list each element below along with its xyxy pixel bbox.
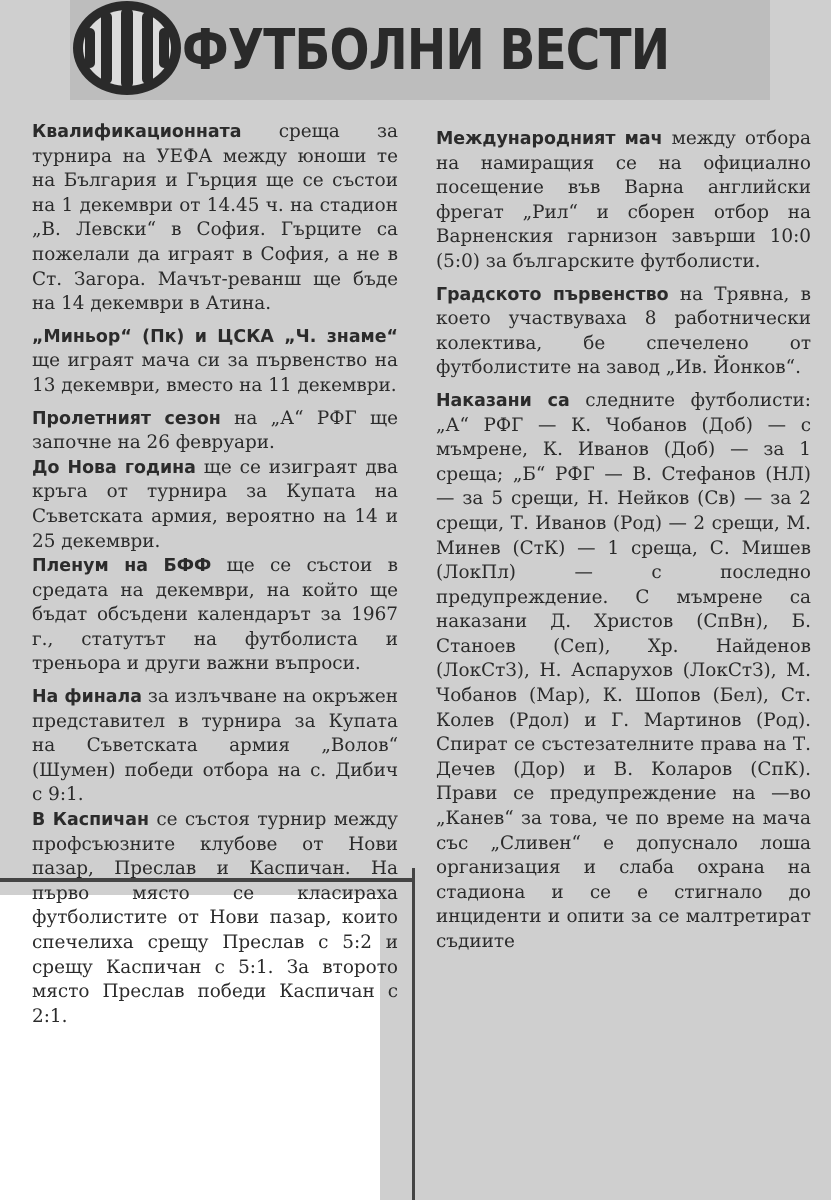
news-item bbox=[32, 808, 398, 1029]
news-item-text: ще играят мача си за първенство на 13 декември, вместо на 11 декември. bbox=[32, 350, 398, 396]
news-item-text: ще се състои в средата на декември, на който ще бъдат обсъдени календарът за 1967 г., статутът на футболиста и треньора и други важни въпроси. bbox=[32, 555, 398, 675]
news-item-lead: „Миньор“ (Пк) и ЦСКА „Ч. знаме“ bbox=[32, 326, 398, 347]
news-item-lead: Градското първенство bbox=[436, 284, 669, 305]
news-item bbox=[32, 456, 398, 554]
news-item-lead: Наказани са bbox=[436, 390, 570, 411]
column-divider-vertical bbox=[412, 868, 415, 1200]
news-item-text: ще се изиграят два кръга от турнира за Купата на Съветската армия, вероятно на 14 и 25 декември. bbox=[32, 456, 398, 552]
news-item-text: между отбора на намиращия се на официално посещение във Варна английски фрегат „Рил“ и сборен отбор на Варненския гарнизон завърши 10:0 (5:0) за българските футболисти. bbox=[436, 128, 811, 272]
news-item-text: на Трявна, в което участвуваха 8 работнически колектива, бе спечелено от футболистите на завод „Ив. Йонков“. bbox=[436, 283, 811, 379]
news-item bbox=[32, 325, 398, 399]
news-item-lead: Пролетният сезон bbox=[32, 408, 221, 429]
news-item-lead: Квалификационната bbox=[32, 122, 242, 142]
news-item-lead: До Нова година bbox=[32, 457, 196, 478]
news-item bbox=[32, 120, 398, 317]
news-item-text: се състоя турнир между профсъюзните клубове от Нови пазар, Преслав и Каспичан. На първо място се класираха футболистите от Нови пазар, които спечелиха срещу Преслав с 5:2 и срещу Каспичан с 5:1. За второто място Преслав победи Каспичан с 2:1. bbox=[32, 809, 398, 1027]
football-ball-icon bbox=[68, 0, 186, 98]
right-column bbox=[436, 119, 811, 955]
left-column bbox=[32, 120, 398, 1029]
news-item-lead: На финала bbox=[32, 687, 143, 708]
news-item bbox=[436, 389, 811, 955]
news-item-text: следните футболисти: „А“ РФГ — К. Чобанов (Доб) — с мъмрене, К. Иванов (Доб) — за 1 среща; „Б“ РФГ — В. Стефанов (НЛ) — за 5 срещи, Н. Нейков (Св) — за 2 срещи, Т. Иванов (Род) — 2 срещи, М. Минев (СтК) — 1 среща, С. Мишев (ЛокПл) — с последно предупреждение. С мъмрене са наказани Д. Христов (СпВн), Б. Станоев (Сеп), Хр. Найденов (ЛокСтЗ), Н. Аспарухов (ЛокСтЗ), М. Чобанов (Мар), К. Шопов (Бел), Ст. Колев (Рдол) и Г. Мартинов (Род). Спират се състезателните права на Т. Дечев (Дор) и В. Коларов (СпК). Прави се предупреждение на —во „Канев“ за това, че по време на мача със „Сливен“ е допуснало лоша организация и слаба охрана на стадиона и се е стигнало до инциденти и опити за се малтретират съдиите bbox=[436, 389, 812, 952]
news-item-text: за излъчване на окръжен представител в турнира за Купата на Съветската армия „Волов“ (Шумен) победи отбора на с. Дибич с 9:1. bbox=[32, 686, 399, 806]
news-item bbox=[436, 283, 811, 381]
news-item bbox=[436, 127, 811, 275]
news-item-lead: В Каспичан bbox=[32, 810, 149, 831]
page-title: ФУТБОЛНИ ВЕСТИ bbox=[182, 18, 670, 83]
news-item-lead: Международният мач bbox=[436, 129, 663, 149]
news-item bbox=[32, 685, 398, 808]
news-item bbox=[32, 407, 398, 456]
news-item bbox=[32, 554, 398, 677]
news-item-text: среща за турнира на УЕФА между юноши те на България и Гърция ще се състои на 1 декември от 14.45 ч. на стадион „В. Левски“ в София. Гърците са пожелали да играят в София, а не в Ст. Загора. Мачът-реванш ще бъде на 14 декември в Атина. bbox=[32, 121, 398, 315]
news-item-lead: Пленум на БФФ bbox=[32, 556, 212, 577]
news-item-text: на „А“ РФГ ще започне на 26 февруари. bbox=[32, 407, 398, 454]
